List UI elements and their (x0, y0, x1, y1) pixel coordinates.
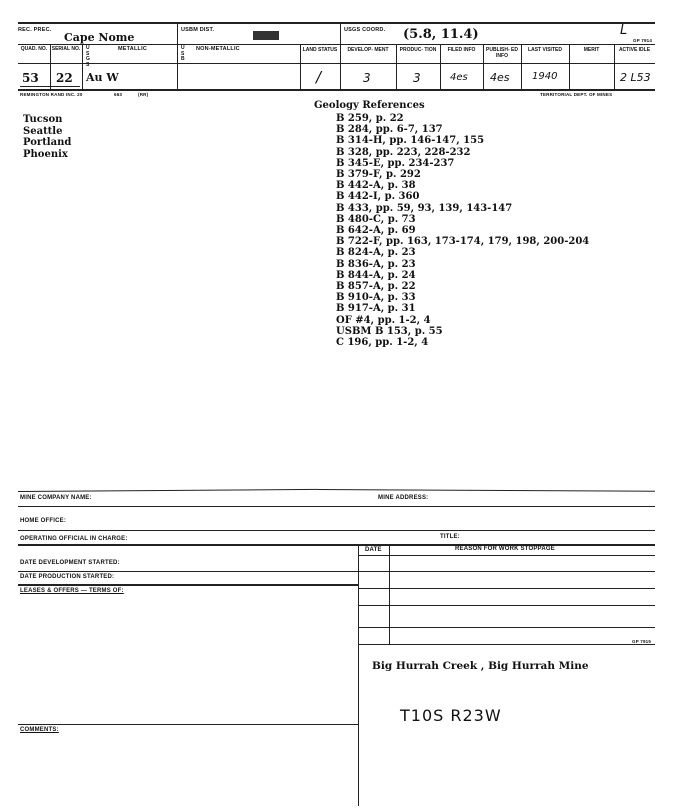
geology-reference: B 844-A, p. 24 (336, 269, 416, 281)
mine-name-entry: Big Hurrah Creek , Big Hurrah Mine (372, 660, 589, 672)
sep (82, 44, 83, 89)
header-mid-rule (18, 44, 655, 45)
rule (358, 605, 655, 606)
land-status-label: LAND STATUS (302, 47, 338, 53)
printer-name: REMINGTON RAND INC. 20 (20, 92, 83, 97)
metallic-label: METALLIC (118, 46, 147, 52)
city-item: Seattle (23, 125, 63, 137)
last-visited-value: 1940 (532, 71, 558, 82)
printer-code-1: 663 (114, 92, 123, 97)
rule (358, 644, 655, 645)
last-visited-label: LAST VISITED (528, 47, 562, 53)
quad-no-label: QUAD. NO. (20, 46, 48, 52)
published-info-value: 4es (490, 71, 510, 84)
city-item: Phoenix (23, 148, 68, 160)
sep (177, 22, 178, 89)
development-label: DEVELOP- MENT (347, 47, 389, 53)
rule (18, 544, 655, 546)
serial-no-label: SERIAL NO. (51, 46, 81, 52)
rule (358, 555, 655, 556)
geology-reference: B 284, pp. 6-7, 137 (336, 124, 443, 136)
geology-reference: B 259, p. 22 (336, 113, 404, 124)
city-list (23, 114, 71, 160)
leases-offers-label: LEASES & OFFERS — TERMS OF: (20, 588, 124, 594)
filed-info-value: 4es (450, 72, 468, 83)
printer-code-2: (RR) (138, 92, 149, 97)
home-office-label: HOME OFFICE: (20, 518, 67, 524)
geology-reference: B 857-A, p. 22 (336, 281, 416, 293)
filed-info-label: FILED INFO (447, 47, 476, 53)
stoppage-divider (358, 544, 359, 806)
quad-underline (20, 86, 80, 87)
quad-no-value: 53 (22, 71, 39, 85)
active-idle-label: ACTIVE IDLE (618, 47, 651, 53)
geology-reference: B 836-A, p. 23 (336, 258, 416, 270)
usgs-label: U S G S (86, 45, 91, 68)
geology-reference-list (336, 113, 589, 348)
geology-references-title: Geology References (314, 100, 425, 111)
date-development-started-label: DATE DEVELOPMENT STARTED: (20, 560, 120, 566)
title-label: TITLE: (440, 534, 460, 540)
department-name: TERRITORIAL DEPT. OF MINES (540, 92, 613, 97)
rec-prec-label: REC. PREC. (18, 27, 52, 33)
metallic-value: Au W (86, 71, 119, 84)
header-bottom-rule (18, 89, 655, 91)
geology-reference: C 196, pp. 1-2, 4 (336, 337, 429, 349)
lower-card-top-rule (18, 489, 318, 492)
rule (18, 506, 655, 507)
form-number-top: GP 7914 (633, 38, 653, 43)
geology-reference: B 722-F, pp. 163, 173-174, 179, 198, 200-204 (336, 236, 590, 248)
geology-reference: OF #4, pp. 1-2, 4 (336, 314, 431, 326)
usbm-dist-label: USBM DIST. (181, 27, 215, 33)
city-item: Tucson (23, 114, 63, 125)
geology-reference: B 379-F, p. 292 (336, 169, 421, 181)
geology-reference: B 480-C, p. 73 (336, 213, 416, 225)
top-right-mark: L (620, 23, 628, 38)
geology-reference: B 314-H, pp. 146-147, 155 (336, 135, 485, 147)
non-metallic-label: NON-METALLIC (196, 46, 240, 52)
date-production-started-label: DATE PRODUCTION STARTED: (20, 574, 115, 580)
header-value-rule (18, 63, 655, 64)
geology-reference: B 910-A, p. 33 (336, 292, 416, 304)
redacted-mark (253, 31, 279, 40)
rec-prec-value: Cape Nome (64, 31, 135, 44)
geology-reference: USBM B 153, p. 55 (336, 325, 443, 337)
rule (358, 588, 655, 589)
township-range-entry: T10S R23W (400, 706, 502, 725)
development-value: 3 (363, 71, 371, 85)
sep (340, 22, 341, 89)
geology-reference: B 328, pp. 223, 228-232 (336, 146, 471, 158)
merit-label: MERIT (583, 47, 600, 53)
form-number-bottom: GP 7915 (632, 639, 652, 644)
rule (18, 584, 358, 586)
geology-reference: B 433, pp. 59, 93, 139, 143-147 (336, 202, 513, 214)
production-value: 3 (413, 71, 421, 85)
production-label: PRODUC- TION (399, 47, 437, 53)
usgs-coord-value: (5.8, 11.4) (403, 27, 479, 42)
header-top-rule (18, 22, 655, 24)
mine-address-label: MINE ADDRESS: (378, 495, 429, 501)
rule (18, 724, 358, 725)
rule (358, 627, 655, 628)
geology-reference: B 917-A, p. 31 (336, 303, 416, 315)
rule (18, 571, 358, 572)
rule (358, 571, 655, 572)
published-info-label: PUBLISH- ED INFO (486, 47, 518, 59)
serial-no-value: 22 (56, 71, 73, 85)
operating-official-label: OPERATING OFFICIAL IN CHARGE: (20, 536, 128, 542)
comments-label: COMMENTS: (20, 727, 59, 733)
geology-reference: B 442-A, p. 38 (336, 180, 416, 192)
mine-company-name-label: MINE COMPANY NAME: (20, 495, 92, 501)
city-item: Portland (23, 137, 72, 148)
date-column-label: DATE (365, 547, 382, 553)
active-idle-value: 2 L53 (620, 71, 651, 84)
usgs-coord-label: USGS COORD. (344, 27, 386, 33)
stoppage-date-divider (389, 544, 390, 645)
reason-column-label: REASON FOR WORK STOPPAGE (455, 546, 555, 552)
geology-reference: B 824-A, p. 23 (336, 247, 416, 259)
lower-card-top-rule-right (318, 489, 655, 492)
geology-reference: B 442-I, p. 360 (336, 191, 420, 203)
rule (18, 530, 655, 531)
land-status-value: / (316, 68, 322, 86)
geology-reference: B 642-A, p. 69 (336, 225, 416, 237)
geology-reference: B 345-E, pp. 234-237 (336, 157, 455, 169)
usbm-label: U S B (181, 45, 185, 62)
